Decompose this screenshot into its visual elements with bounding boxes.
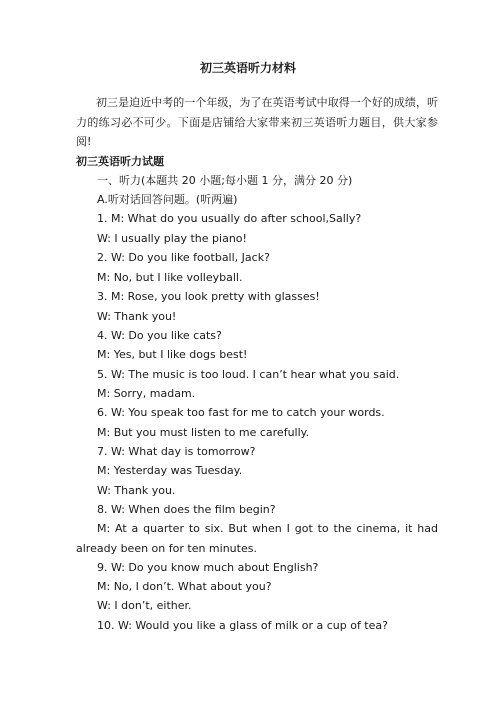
dialogue-line: 6. W: You speak too fast for me to catch your words.: [97, 406, 385, 419]
dialogue-line: 2. W: Do you like football, Jack?: [97, 251, 270, 264]
dialogue-line: 1. M: What do you usually do after school,Sally?: [97, 212, 362, 225]
dialogue-line: 7. W: What day is tomorrow?: [97, 445, 256, 458]
part-heading: 一、听力(本题共 20 小题;每小题 1 分，满分 20 分): [97, 174, 353, 187]
intro-paragraph: 初三是迫近中考的一个年级，为了在英语考试中取得一个好的成绩，听力的练习必不可少。下面是店铺给大家带来初三英语听力题目，供大家参阅!: [76, 96, 438, 148]
dialogue-line: M: No, but I like volleyball.: [97, 271, 243, 284]
dialogue-line: W: Thank you.: [97, 484, 176, 497]
section-heading: 初三英语听力试题: [76, 155, 164, 168]
dialogue-line: M: Yes, but I like dogs best!: [97, 348, 248, 361]
dialogue-line: M: No, I don’t. What about you?: [97, 580, 272, 593]
dialogue-line: M: Yesterday was Tuesday.: [97, 464, 243, 477]
dialogue-line: 10. W: Would you like a glass of milk or a cup of tea?: [97, 619, 388, 632]
dialogue-line: M: But you must listen to me carefully.: [97, 426, 310, 439]
dialogue-line: 4. W: Do you like cats?: [97, 329, 222, 342]
dialogue-line: W: I usually play the piano!: [97, 232, 247, 245]
document-title: 初三英语听力材料: [199, 61, 296, 75]
dialogue-line: 3. M: Rose, you look pretty with glasses!: [97, 290, 320, 303]
dialogue-line: 8. W: When does the film begin?: [97, 503, 276, 516]
dialogue-line: M: Sorry, madam.: [97, 387, 196, 400]
sub-heading: A.听对话回答问题。(听两遍): [97, 193, 238, 206]
dialogue-line: W: I don’t, either.: [97, 599, 192, 612]
dialogue-line: 5. W: The music is too loud. I can’t hear what you said.: [97, 368, 400, 381]
dialogue-paragraph: M: At a quarter to six. But when I got to the cinema, it had already been on for ten minutes.: [76, 522, 438, 555]
dialogue-line: W: Thank you!: [97, 310, 177, 323]
dialogue-line: 9. W: Do you know much about English?: [97, 561, 319, 574]
